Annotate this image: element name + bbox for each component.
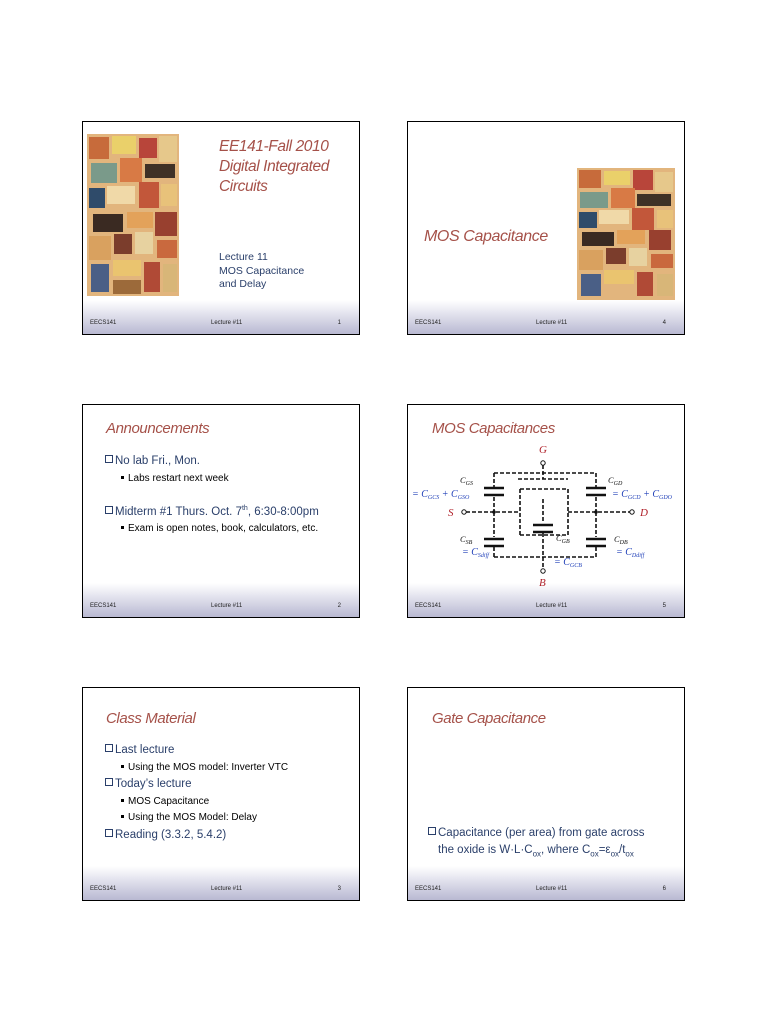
footer-course: EECS141 (415, 886, 442, 892)
footer-lecture: Lecture #11 (211, 603, 243, 609)
gate-terminal-icon (541, 461, 545, 465)
bullet (105, 744, 174, 756)
slide-6 (407, 687, 685, 901)
sub-bullet-text: Exam is open notes, book, calculators, etc. (128, 523, 319, 534)
slide-1-title (219, 137, 329, 197)
slide-2-title: Announcements (106, 420, 210, 437)
footer-course: EECS141 (415, 603, 442, 609)
square-bullet-icon (121, 476, 124, 479)
slide-4 (407, 121, 685, 335)
formula-text: =ε (598, 844, 611, 856)
footer-lecture: Lecture #11 (211, 886, 243, 892)
bullet-box-icon (105, 455, 113, 463)
label-cdb: $C_{DB}$ (614, 534, 628, 546)
slide-footer (83, 603, 359, 613)
subtitle-line: and Delay (219, 278, 267, 290)
page-number: 5 (662, 603, 666, 609)
mos-capacitance-diagram (408, 439, 684, 589)
sub-bullet (121, 812, 257, 823)
subscript: ox (610, 849, 620, 859)
slide-3 (82, 687, 360, 901)
bullet (105, 505, 319, 518)
slide-4-title: MOS Capacitance (424, 228, 548, 245)
label-csb: $C_{SB}$ (460, 534, 473, 546)
node-label-s: S (448, 507, 454, 519)
painting-image (577, 168, 675, 300)
bullet-continuation (438, 844, 634, 858)
bullet (105, 829, 226, 841)
slide-footer (408, 886, 684, 896)
bullet-box-icon (428, 827, 436, 835)
bullet (105, 778, 192, 790)
footer-course: EECS141 (90, 603, 117, 609)
footer-lecture: Lecture #11 (536, 603, 568, 609)
sub-bullet-text: MOS Capacitance (128, 796, 210, 807)
slide-6-title: Gate Capacitance (432, 710, 546, 727)
page-number: 4 (662, 320, 666, 326)
bullet-box-icon (105, 829, 113, 837)
title-line: EE141-Fall 2010 (219, 138, 329, 155)
subtitle-line: Lecture 11 (219, 251, 268, 263)
sub-bullet (121, 762, 288, 773)
slide-5-title: MOS Capacitances (432, 420, 555, 437)
node-label-d: D (640, 507, 648, 519)
subscript: ox (532, 849, 542, 859)
subtitle-line: MOS Capacitance (219, 264, 305, 277)
slide-footer (408, 603, 684, 613)
sub-bullet (121, 473, 229, 484)
eq-csb: = $C_{Sdiff}$ (462, 547, 489, 559)
slide-footer (83, 320, 359, 330)
sub-bullet-text: Labs restart next week (128, 473, 229, 484)
slide-footer (408, 320, 684, 330)
bullet (428, 827, 644, 839)
square-bullet-icon (121, 799, 124, 802)
source-terminal-icon (462, 510, 466, 514)
page-number: 3 (337, 886, 341, 892)
footer-lecture: Lecture #11 (536, 886, 568, 892)
sub-bullet (121, 523, 318, 534)
eq-cgb: = $C_{GCB}$ (554, 557, 582, 569)
painting-image (87, 134, 179, 296)
bullet-text: Midterm #1 Thurs. Oct. 7 (115, 505, 242, 518)
title-line: Circuits (219, 178, 268, 195)
square-bullet-icon (121, 526, 124, 529)
footer-lecture: Lecture #11 (211, 320, 243, 326)
footer-lecture: Lecture #11 (536, 320, 568, 326)
bullet-text: Today’s lecture (115, 778, 192, 790)
square-bullet-icon (121, 815, 124, 818)
label-cgb: $C_{GB}$ (556, 533, 570, 545)
footer-course: EECS141 (90, 886, 117, 892)
node-label-g: G (539, 444, 547, 456)
sub-bullet-text: Using the MOS Model: Delay (128, 812, 257, 823)
bullet-box-icon (105, 778, 113, 786)
drain-terminal-icon (630, 510, 634, 514)
bullet (105, 455, 200, 467)
bullet-text: No lab Fri., Mon. (115, 455, 200, 467)
node-label-b: B (539, 577, 546, 589)
page-number: 2 (337, 603, 341, 609)
title-line: Digital Integrated (219, 158, 329, 175)
page-number: 1 (337, 320, 341, 326)
label-cgs: $C_{GS}$ (460, 475, 474, 487)
footer-course: EECS141 (415, 320, 442, 326)
slide-3-title: Class Material (106, 710, 196, 727)
eq-cgs: = $C_{GCS} + C_{GSO}$ (412, 489, 470, 501)
sub-bullet-text: Using the MOS model: Inverter VTC (128, 762, 289, 773)
eq-cgd: = $C_{GCD} + C_{GDO}$ (612, 489, 673, 501)
formula-text: /t (619, 844, 626, 856)
eq-cdb: = $C_{Ddiff}$ (616, 547, 645, 559)
formula-text: the oxide is W·L·C (438, 844, 533, 856)
bullet-box-icon (105, 506, 113, 514)
bullet-text: Capacitance (per area) from gate across (438, 827, 645, 839)
page-number: 6 (662, 886, 666, 892)
formula-text: , where C (541, 844, 591, 856)
bullet-text: , 6:30-8:00pm (247, 505, 319, 518)
slide-1-subtitle (219, 251, 304, 292)
slide-1 (82, 121, 360, 335)
footer-course: EECS141 (90, 320, 117, 326)
bulk-terminal-icon (541, 569, 545, 573)
subscript: ox (625, 849, 634, 859)
bullet-box-icon (105, 744, 113, 752)
bullet-text: Last lecture (115, 744, 175, 756)
slide-2 (82, 404, 360, 618)
slide-5 (407, 404, 685, 618)
bullet-text: Reading (3.3.2, 5.4.2) (115, 829, 227, 841)
subscript: ox (590, 849, 599, 859)
square-bullet-icon (121, 765, 124, 768)
label-cgd: $C_{GD}$ (608, 475, 623, 487)
sub-bullet (121, 796, 209, 807)
superscript: th (241, 505, 248, 512)
slide-footer (83, 886, 359, 896)
